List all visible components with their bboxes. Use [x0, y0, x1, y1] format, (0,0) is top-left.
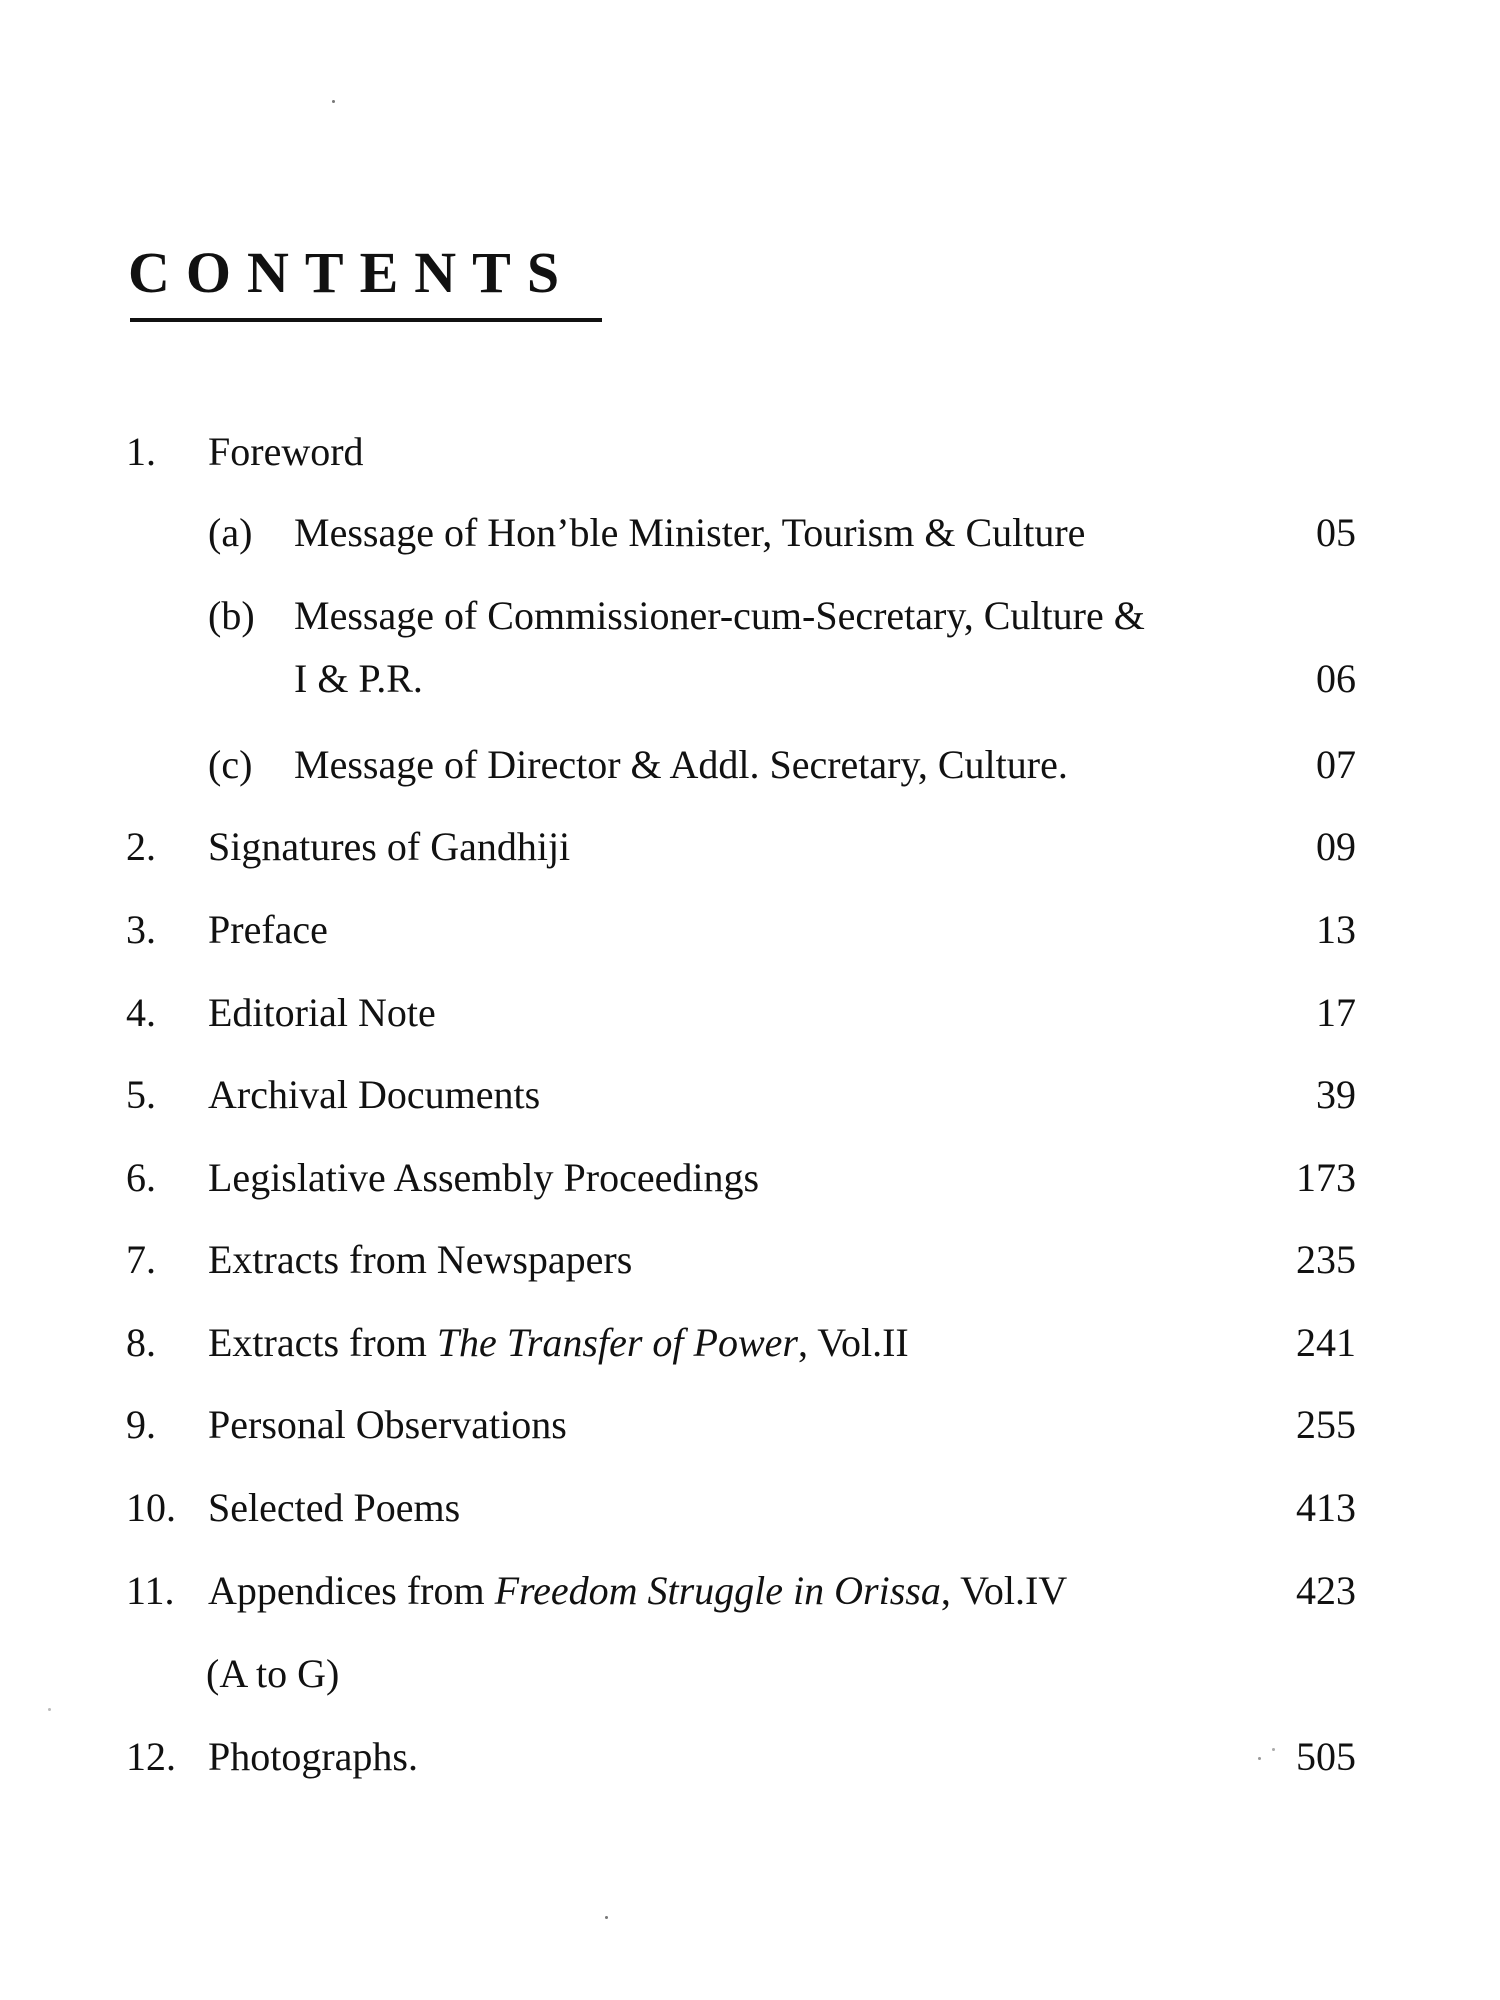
entry-title-suffix: , Vol.IV [940, 1568, 1068, 1613]
scan-speck [332, 100, 335, 103]
entry-number: 12. [126, 1734, 176, 1779]
scan-speck [1258, 1757, 1261, 1760]
page-number: 13 [1316, 907, 1356, 952]
entry-title-prefix: Appendices from [208, 1568, 485, 1613]
toc-entry-foreword [0, 427, 1500, 477]
entry-number: 1. [126, 429, 156, 474]
entry-title: Foreword [208, 429, 364, 474]
entry-number: 6. [126, 1155, 156, 1200]
toc-subentry-minister-message [0, 508, 1500, 558]
toc-entry-newspapers [0, 1235, 1500, 1285]
entry-number: 9. [126, 1402, 156, 1447]
toc-entry-personal-observations [0, 1400, 1500, 1450]
entry-number: 2. [126, 824, 156, 869]
page-number: 39 [1316, 1072, 1356, 1117]
entry-title: Signatures of Gandhiji [208, 824, 571, 869]
entry-title: Personal Observations [208, 1402, 567, 1447]
subentry-label: (a) [208, 510, 253, 555]
entry-title-continuation: (A to G) [206, 1651, 340, 1696]
contents-heading: CONTENTS [128, 240, 576, 305]
entry-title: Extracts from Newspapers [208, 1237, 633, 1282]
entry-title-prefix: Extracts from [208, 1320, 427, 1365]
page-number: 07 [1316, 742, 1356, 787]
subentry-label: (b) [208, 593, 255, 638]
page-number: 413 [1296, 1485, 1356, 1530]
toc-subentry-commissioner-message-cont [0, 654, 1500, 704]
entry-title-suffix: , Vol.II [797, 1320, 909, 1365]
toc-subentry-commissioner-message [0, 591, 1500, 641]
subentry-title: Message of Hon’ble Minister, Tourism & Culture [294, 510, 1086, 555]
entry-number: 10. [126, 1485, 176, 1530]
page-number: 09 [1316, 824, 1356, 869]
page-number: 17 [1316, 990, 1356, 1035]
entry-title: Photographs. [208, 1734, 418, 1779]
scan-speck [48, 1708, 51, 1711]
page-number: 255 [1296, 1402, 1356, 1447]
page-number: 241 [1296, 1320, 1356, 1365]
entry-number: 5. [126, 1072, 156, 1117]
toc-entry-archival-documents [0, 1070, 1500, 1120]
toc-subentry-director-message [0, 740, 1500, 790]
subentry-title: Message of Commissioner-cum-Secretary, Culture & [294, 593, 1145, 638]
subentry-title-continuation: I & P.R. [294, 656, 423, 701]
entry-title [208, 1566, 1067, 1616]
entry-title: Archival Documents [208, 1072, 541, 1117]
toc-entry-appendices-cont [0, 1649, 1500, 1699]
entry-title-italic: Freedom Struggle in Orissa [494, 1568, 941, 1613]
entry-number: 7. [126, 1237, 156, 1282]
subentry-title: Message of Director & Addl. Secretary, Culture. [294, 742, 1068, 787]
entry-title: Editorial Note [208, 990, 436, 1035]
page-number: 173 [1296, 1155, 1356, 1200]
entry-title: Preface [208, 907, 328, 952]
entry-number: 4. [126, 990, 156, 1035]
toc-entry-preface [0, 905, 1500, 955]
toc-entry-signatures [0, 822, 1500, 872]
entry-title-italic: The Transfer of Power [436, 1320, 798, 1365]
toc-entry-legislative-assembly [0, 1153, 1500, 1203]
toc-entry-selected-poems [0, 1483, 1500, 1533]
toc-entry-transfer-of-power [0, 1318, 1500, 1368]
page-number: 423 [1296, 1568, 1356, 1613]
page-number: 235 [1296, 1237, 1356, 1282]
heading-underline [130, 318, 602, 322]
page-number: 05 [1316, 510, 1356, 555]
entry-title [208, 1318, 909, 1368]
page-number: 505 [1296, 1734, 1356, 1779]
entry-number: 8. [126, 1320, 156, 1365]
toc-entry-editorial-note [0, 988, 1500, 1038]
entry-title: Selected Poems [208, 1485, 461, 1530]
entry-number: 11. [126, 1568, 175, 1613]
entry-number: 3. [126, 907, 156, 952]
toc-entry-photographs [0, 1732, 1500, 1782]
page-number: 06 [1316, 656, 1356, 701]
scan-speck [1272, 1748, 1275, 1751]
toc-entry-appendices [0, 1566, 1500, 1616]
scan-speck [605, 1916, 608, 1919]
subentry-label: (c) [208, 742, 253, 787]
entry-title: Legislative Assembly Proceedings [208, 1155, 760, 1200]
